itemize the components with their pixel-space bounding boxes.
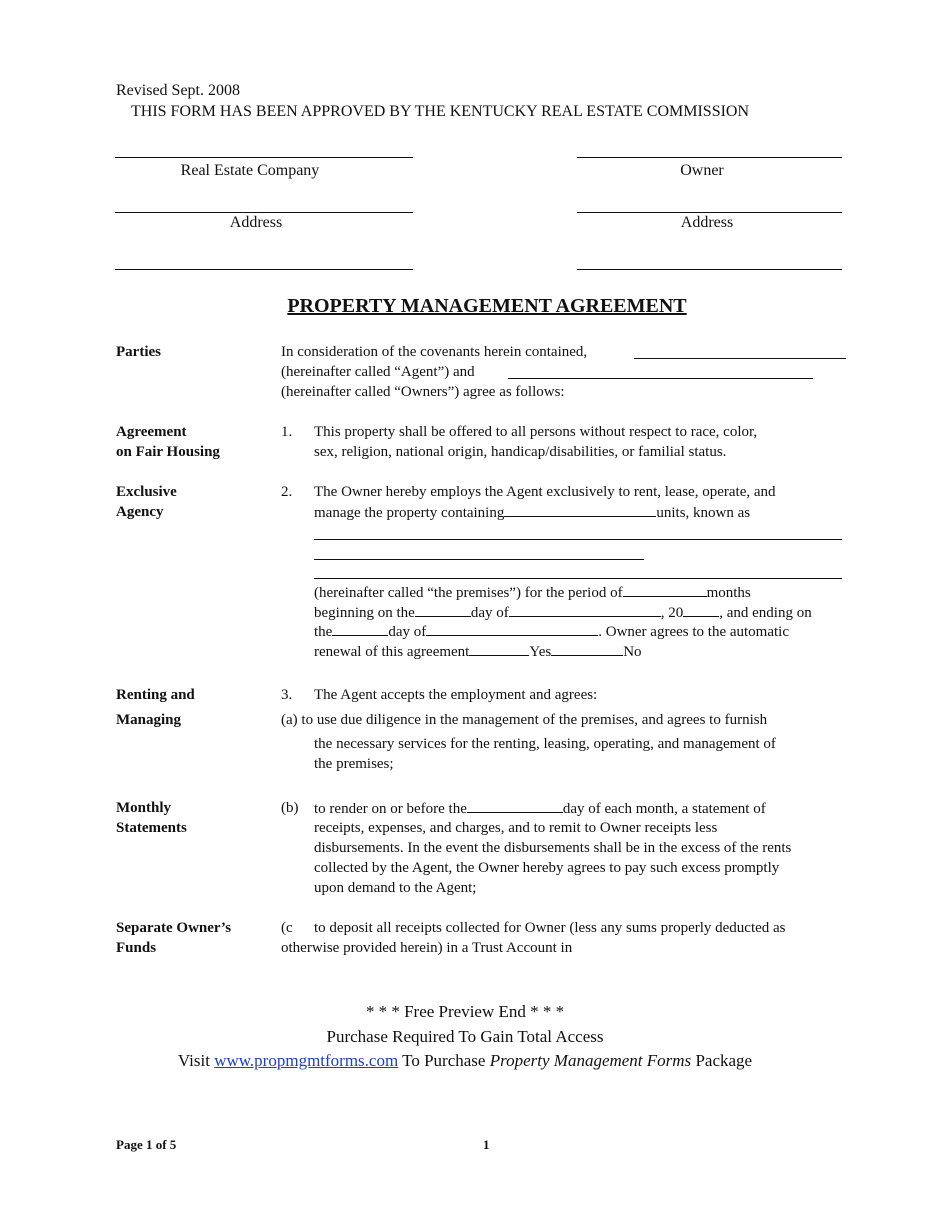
renting-line-4: the premises; (314, 756, 394, 772)
monthly-line-5: upon demand to the Agent; (314, 880, 477, 896)
renting-label-1: Renting and (116, 687, 195, 703)
owner-address-line-2[interactable] (577, 269, 842, 270)
monthly-number: (b) (281, 800, 299, 816)
monthly-line-2: receipts, expenses, and charges, and to remit to Owner receipts less (314, 820, 718, 836)
exclusive-line-1: The Owner hereby employs the Agent exclusively to rent, lease, operate, and (314, 484, 776, 500)
exclusive-line-2: manage the property containing units, known as (314, 502, 750, 523)
parties-label: Parties (116, 344, 161, 360)
monthly-label-2: Statements (116, 820, 187, 836)
exclusive-label-2: Agency (116, 504, 164, 520)
separate-label-2: Funds (116, 940, 157, 956)
exclusive-label-1: Exclusive (116, 484, 177, 500)
purchase-link[interactable]: www.propmgmtforms.com (214, 1051, 399, 1070)
fair-housing-label-1: Agreement (116, 424, 187, 440)
monthly-line-4: collected by the Agent, the Owner hereby agrees to pay such excess promptly (314, 860, 780, 876)
approval-notice: THIS FORM HAS BEEN APPROVED BY THE KENTUCKY REAL ESTATE COMMISSION (131, 103, 750, 120)
page-number: 1 (483, 1137, 490, 1152)
renting-line-1: The Agent accepts the employment and agrees: (314, 687, 598, 703)
preview-end-notice: * * * Free Preview End * * * (365, 1002, 565, 1021)
visit-line: Visit www.propmgmtforms.com To Purchase Property Management Forms Package (177, 1051, 753, 1070)
end-day-blank[interactable] (332, 621, 388, 636)
page-label: Page 1 of 5 (116, 1137, 177, 1152)
owner-label: Owner (680, 162, 724, 179)
company-label: Real Estate Company (180, 162, 320, 179)
end-month-blank[interactable] (426, 621, 598, 636)
exclusive-line-4: beginning on the day of , 20 , and ending on (314, 602, 812, 623)
property-description-line-1[interactable] (314, 539, 842, 540)
fair-housing-label-2: on Fair Housing (116, 444, 220, 460)
exclusive-line-6: renewal of this agreement Yes No (314, 641, 642, 662)
period-blank[interactable] (623, 582, 707, 597)
begin-month-blank[interactable] (509, 602, 661, 617)
renting-line-2: (a) to use due diligence in the management of the premises, and agrees to furnish (281, 712, 768, 728)
purchase-required-notice: Purchase Required To Gain Total Access (326, 1027, 604, 1046)
monthly-line-1: to render on or before the day of each month, a statement of (314, 798, 766, 819)
begin-day-blank[interactable] (415, 602, 471, 617)
units-blank[interactable] (504, 502, 656, 517)
property-description-line-2[interactable] (314, 559, 644, 560)
company-line[interactable] (115, 157, 413, 158)
statement-day-blank[interactable] (467, 798, 563, 813)
parties-line-3: (hereinafter called “Owners”) agree as follows: (281, 384, 565, 400)
exclusive-line-5: the day of . Owner agrees to the automatic (314, 621, 789, 642)
monthly-label-1: Monthly (116, 800, 172, 816)
fair-housing-line-1: This property shall be offered to all persons without respect to race, color, (314, 424, 758, 440)
property-description-line-3[interactable] (314, 578, 842, 579)
fair-housing-number: 1. (281, 424, 293, 440)
begin-year-blank[interactable] (683, 602, 719, 617)
owner-address-label: Address (680, 214, 734, 231)
renewal-yes-blank[interactable] (469, 641, 529, 656)
separate-line-1: to deposit all receipts collected for Owner (less any sums properly deducted as (314, 920, 786, 936)
exclusive-line-3: (hereinafter called “the premises”) for the period of months (314, 582, 751, 603)
parties-line-1: In consideration of the covenants herein contained, (281, 344, 588, 360)
company-address-label: Address (229, 214, 283, 231)
agent-name-blank[interactable] (634, 358, 846, 359)
fair-housing-line-2: sex, religion, national origin, handicap/disabilities, or familial status. (314, 444, 727, 460)
separate-number: (c (281, 920, 293, 936)
owner-address-line[interactable] (577, 212, 842, 213)
company-address-line-2[interactable] (115, 269, 413, 270)
separate-label-1: Separate Owner’s (116, 920, 232, 936)
renting-line-3: the necessary services for the renting, leasing, operating, and management of (314, 736, 776, 752)
company-address-line[interactable] (115, 212, 413, 213)
revised-date: Revised Sept. 2008 (116, 82, 240, 99)
document-title: PROPERTY MANAGEMENT AGREEMENT (287, 295, 687, 317)
owner-name-blank[interactable] (508, 378, 813, 379)
exclusive-number: 2. (281, 484, 293, 500)
separate-line-2: otherwise provided herein) in a Trust Account in (281, 940, 573, 956)
owner-line[interactable] (577, 157, 842, 158)
parties-line-2: (hereinafter called “Agent”) and (281, 364, 475, 380)
monthly-line-3: disbursements. In the event the disbursements shall be in the excess of the rents (314, 840, 792, 856)
renting-number: 3. (281, 687, 293, 703)
renewal-no-blank[interactable] (551, 641, 623, 656)
renting-label-2: Managing (116, 712, 182, 728)
